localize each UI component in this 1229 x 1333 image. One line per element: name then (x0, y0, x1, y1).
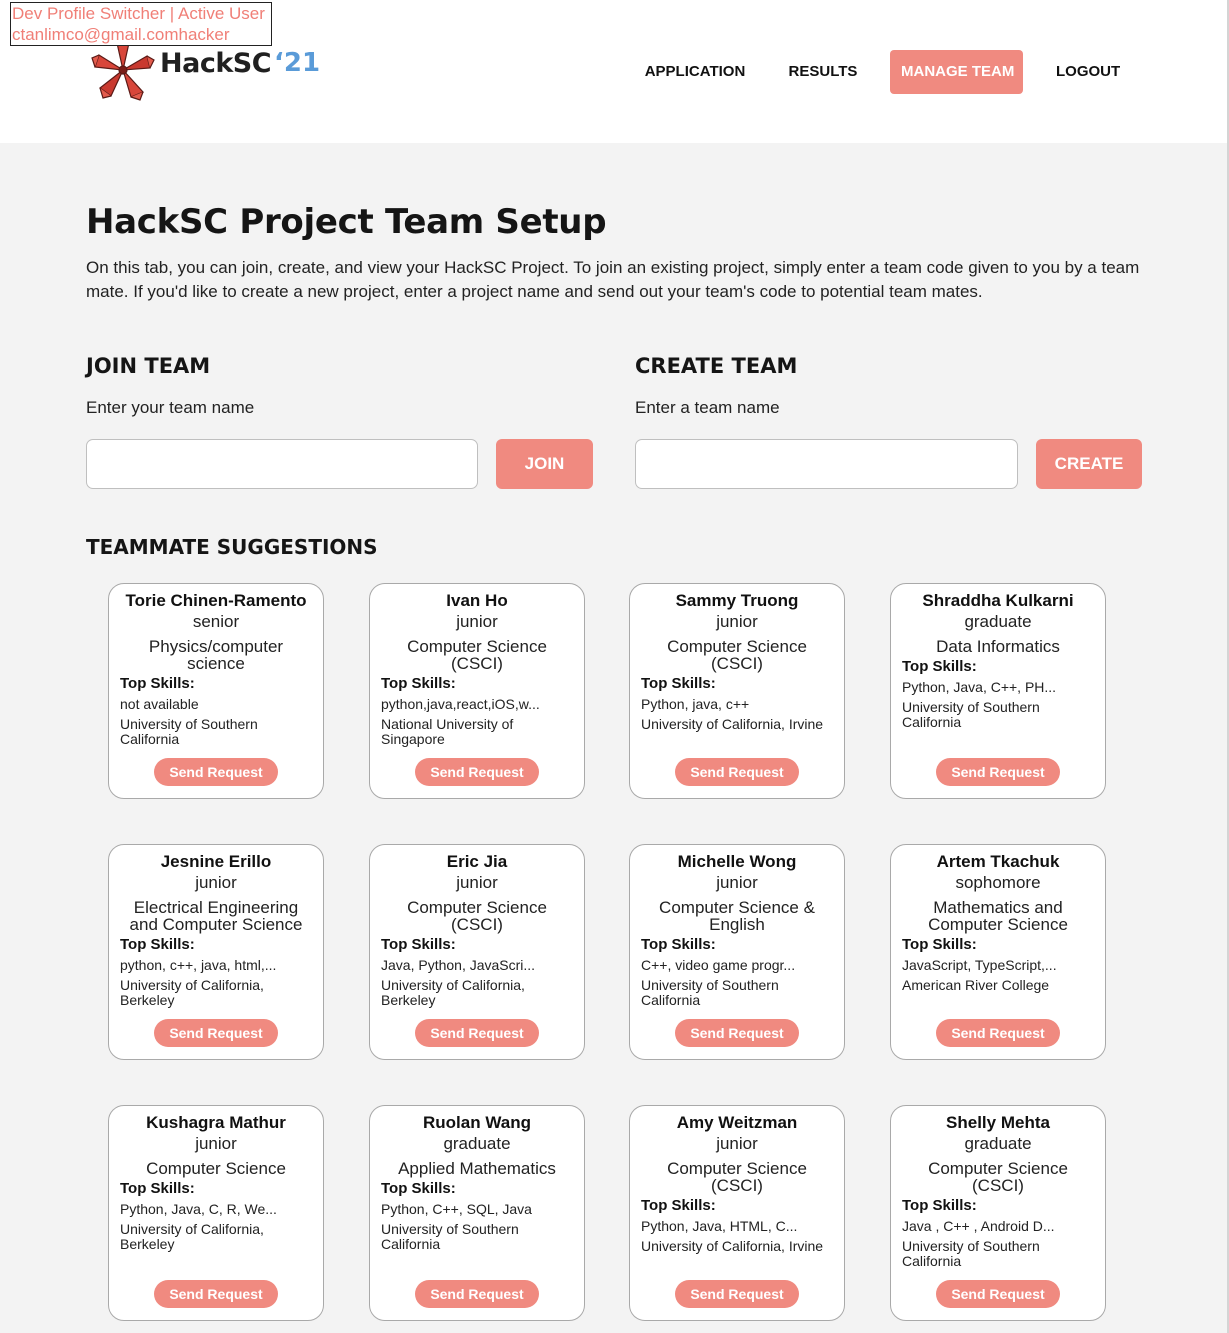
top-skills-label: Top Skills: (120, 675, 195, 692)
teammate-skills: Python, Java, C++, PH... (902, 679, 1057, 695)
teammate-school: University of California, Berkeley (120, 1221, 264, 1252)
flower-logo-icon (90, 38, 156, 102)
teammate-major: Data Informatics (936, 637, 1060, 656)
send-request-button[interactable]: Send Request (675, 1019, 799, 1047)
teammate-name: Shraddha Kulkarni (922, 591, 1074, 610)
teammate-year: junior (195, 873, 237, 892)
teammate-year: senior (192, 612, 240, 631)
teammate-school: University of California, Berkeley (381, 977, 525, 1008)
teammate-name: Amy Weitzman (676, 1113, 798, 1132)
join-team-label: Enter your team name (86, 398, 255, 417)
teammate-year: graduate (964, 1134, 1032, 1153)
teammate-skills: python,java,react,iOS,w... (381, 696, 540, 712)
top-skills-label: Top Skills: (120, 936, 195, 953)
teammate-card (629, 1105, 845, 1321)
teammate-year: junior (716, 873, 758, 892)
teammate-name: Ruolan Wang (423, 1113, 531, 1132)
join-team-input[interactable] (86, 439, 478, 489)
teammate-school: American River College (902, 977, 1050, 993)
top-skills-label: Top Skills: (902, 1197, 977, 1214)
teammate-name: Sammy Truong (675, 591, 799, 610)
teammate-major: Physics/computer science (148, 637, 284, 673)
teammate-major: Electrical Engineering and Computer Science (129, 898, 303, 934)
nav-logout[interactable]: LOGOUT (1056, 63, 1121, 80)
send-request-button[interactable]: Send Request (415, 758, 539, 786)
send-request-button[interactable]: Send Request (154, 1280, 278, 1308)
teammate-skills: not available (120, 696, 199, 712)
teammate-year: sophomore (955, 873, 1041, 892)
teammate-school: National University of Singapore (381, 716, 514, 747)
teammate-card (369, 844, 585, 1060)
teammate-skills: Python, C++, SQL, Java (381, 1201, 532, 1217)
create-team-input[interactable] (635, 439, 1018, 489)
teammate-card (890, 1105, 1106, 1321)
teammate-card (629, 844, 845, 1060)
teammate-skills: C++, video game progr... (641, 957, 796, 973)
teammate-card (108, 583, 324, 799)
nav-application[interactable]: APPLICATION (644, 63, 746, 80)
teammate-card (629, 583, 845, 799)
teammate-school: University of Southern California (902, 699, 1040, 730)
send-request-button[interactable]: Send Request (675, 1280, 799, 1308)
site-header (0, 0, 1229, 143)
top-skills-label: Top Skills: (641, 936, 716, 953)
top-skills-label: Top Skills: (641, 1197, 716, 1214)
teammate-name: Michelle Wong (677, 852, 797, 871)
teammate-card (890, 844, 1106, 1060)
teammate-school: University of California, Irvine (641, 716, 824, 732)
top-skills-label: Top Skills: (120, 1180, 195, 1197)
join-button[interactable]: JOIN (496, 439, 593, 489)
page-intro: On this tab, you can join, create, and view your HackSC Project. To join an existing project, simply enter a team code given to you by a team mate. If you'd like to create a new project, enter a project name and send out your team's code to potential team mates. (86, 258, 1140, 301)
teammate-skills: Java, Python, JavaScri... (381, 957, 536, 973)
dev-switcher-title: Dev Profile Switcher | Active User (12, 4, 265, 23)
teammate-skills: Python, Java, HTML, C... (641, 1218, 798, 1234)
teammate-major: Computer Science (CSCI) (407, 637, 547, 673)
teammate-year: graduate (964, 612, 1032, 631)
teammate-card (890, 583, 1106, 799)
active-user-email: ctanlimco@gmail.comhacker (12, 25, 230, 44)
teammate-year: junior (716, 1134, 758, 1153)
teammate-name: Shelly Mehta (946, 1113, 1050, 1132)
teammate-school: University of Southern California (641, 977, 779, 1008)
teammate-name: Ivan Ho (446, 591, 508, 610)
create-button[interactable]: CREATE (1036, 439, 1142, 489)
send-request-button[interactable]: Send Request (415, 1019, 539, 1047)
teammate-suggestions-heading: TEAMMATE SUGGESTIONS (86, 535, 378, 559)
teammate-year: junior (716, 612, 758, 631)
teammate-skills: Python, Java, C, R, We... (120, 1201, 277, 1217)
teammate-name: Artem Tkachuk (936, 852, 1060, 871)
teammate-year: junior (195, 1134, 237, 1153)
teammate-school: University of California, Berkeley (120, 977, 264, 1008)
brand-year: ‘21 (274, 48, 321, 78)
top-skills-label: Top Skills: (381, 675, 456, 692)
teammate-card (369, 1105, 585, 1321)
teammate-school: University of Southern California (120, 716, 258, 747)
teammate-school: University of Southern California (381, 1221, 519, 1252)
teammate-major: Computer Science (146, 1159, 286, 1178)
top-skills-label: Top Skills: (902, 658, 977, 675)
teammate-major: Computer Science (CSCI) (407, 898, 547, 934)
teammate-major: Computer Science (CSCI) (667, 637, 807, 673)
send-request-button[interactable]: Send Request (936, 1019, 1060, 1047)
join-team-heading: JOIN TEAM (86, 354, 211, 378)
teammate-name: Torie Chinen-Ramento (125, 591, 307, 610)
send-request-button[interactable]: Send Request (154, 1019, 278, 1047)
teammate-school: University of California, Irvine (641, 1238, 824, 1254)
send-request-button[interactable]: Send Request (936, 1280, 1060, 1308)
top-skills-label: Top Skills: (381, 936, 456, 953)
dev-profile-switcher[interactable] (10, 2, 272, 46)
teammate-year: graduate (443, 1134, 511, 1153)
nav-results[interactable]: RESULTS (788, 63, 858, 80)
send-request-button[interactable]: Send Request (936, 758, 1060, 786)
teammate-card (369, 583, 585, 799)
teammate-name: Jesnine Erillo (160, 852, 272, 871)
teammate-school: University of Southern California (902, 1238, 1040, 1269)
teammate-major: Mathematics and Computer Science (928, 898, 1068, 934)
teammate-skills: python, c++, java, html,... (120, 957, 277, 973)
top-skills-label: Top Skills: (902, 936, 977, 953)
teammate-major: Computer Science (CSCI) (667, 1159, 807, 1195)
teammate-major: Computer Science & English (659, 898, 815, 934)
teammate-major: Applied Mathematics (398, 1159, 556, 1178)
teammate-name: Eric Jia (446, 852, 508, 871)
teammate-skills: Java , C++ , Android D... (902, 1218, 1055, 1234)
teammate-year: junior (456, 612, 498, 631)
send-request-button[interactable]: Send Request (675, 758, 799, 786)
top-skills-label: Top Skills: (381, 1180, 456, 1197)
teammate-skills: Python, java, c++ (641, 696, 750, 712)
teammate-card (108, 1105, 324, 1321)
brand-name: HackSC (160, 48, 272, 79)
teammate-year: junior (456, 873, 498, 892)
send-request-button[interactable]: Send Request (154, 758, 278, 786)
teammate-card (108, 844, 324, 1060)
send-request-button[interactable]: Send Request (415, 1280, 539, 1308)
teammate-name: Kushagra Mathur (146, 1113, 286, 1132)
create-team-label: Enter a team name (635, 398, 780, 417)
create-team-heading: CREATE TEAM (635, 354, 798, 378)
teammate-skills: JavaScript, TypeScript,... (902, 957, 1057, 973)
nav-manage-team[interactable]: MANAGE TEAM (890, 50, 1023, 94)
top-skills-label: Top Skills: (641, 675, 716, 692)
teammate-major: Computer Science (CSCI) (928, 1159, 1068, 1195)
page-title: HackSC Project Team Setup (86, 202, 607, 242)
